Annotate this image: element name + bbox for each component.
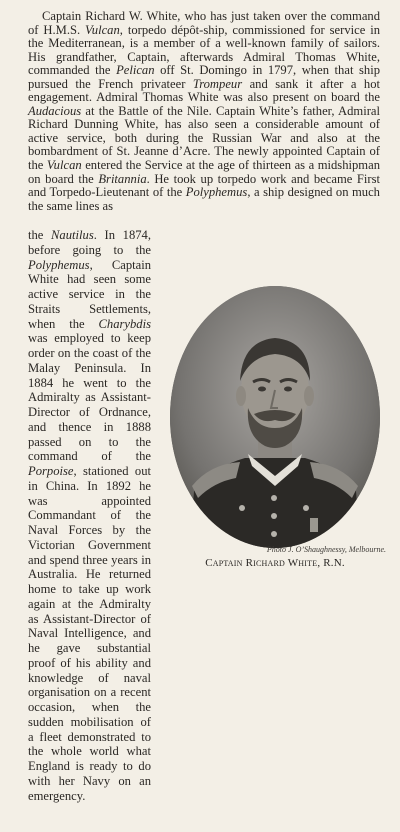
article-body-top	[28, 10, 380, 213]
ship-name: Vulcan	[46, 158, 82, 173]
ship-name: Charybdis	[98, 316, 151, 331]
ship-name: Polyphemus	[185, 185, 248, 200]
ship-name: Trompeur	[192, 76, 243, 91]
text-run: , Captain White had seen some active service in the Straits Settlements, when the	[28, 257, 151, 331]
text-run: at the Battle of the Nile. Captain White’s father, Admiral Richard Dunning White, has also seen a considerable amount of active service, both during the Russian War and also at the bombardment of St. Jeanne d’Acre. The newly appointed Captain of the	[28, 103, 380, 173]
text-run: off St. Domingo in 1797, when that ship pursued the French privateer	[28, 63, 380, 91]
article-paragraph-column	[28, 228, 151, 803]
text-run: entered the Service at the age of thirteen as a midshipman on board the	[28, 158, 380, 186]
text-run: . He took up torpedo work and became First and Torpedo-Lieutenant of the	[28, 171, 380, 200]
article-body-column	[28, 228, 151, 803]
ship-name: Audacious	[28, 103, 82, 118]
article-paragraph-top	[28, 10, 380, 213]
text-run: Captain Richard W. White, who has just taken over the command of H.M.S.	[28, 9, 380, 37]
text-run: , a ship designed on much the same lines as	[28, 185, 380, 213]
text-run: , torpedo dépôt-ship, commissioned for service in the Mediterranean, is a member of a well-known family of sailors. His grandfather, Captain, afterwards Admiral Thomas White, commanded the	[28, 22, 380, 78]
portrait-photo	[170, 286, 380, 548]
text-run: was employed to keep order on the coast of the Malay Peninsula. In 1884 he went to the Admiralty as Assistant-Director of Ordnance, and thence in 1888 passed on to the command of the	[28, 331, 151, 464]
ship-name: Pelican	[116, 63, 155, 78]
portrait-illustration	[170, 286, 380, 548]
ship-name: Britannia	[98, 171, 147, 186]
ship-name: Nautilus	[51, 228, 94, 242]
ship-name: Vulcan	[85, 22, 120, 37]
photo-credit: Photo J. O’Shaughnessy, Melbourne.	[266, 545, 386, 554]
ship-name: Polyphemus	[28, 257, 90, 272]
text-run: . In 1874, before going to the	[28, 228, 151, 257]
text-run: , stationed out in China. In 1892 he was appointed Commandant of the Naval Forces by the Victorian Government and spend three years in Australia. He returned home to take up work again at the Admiralty as Assistant-Director of Naval Intelligence, and he gave substantial proof of his ability and knowledge of naval organisation on a recent occasion, when the sudden mobilisation of a fleet demonstrated to the whole world what England is ready to do with her Navy on an emergency.	[28, 464, 151, 803]
text-run: and sank it after a hot engagement. Admiral Thomas White was also present on board the	[28, 76, 380, 105]
text-run: the	[28, 228, 52, 242]
ship-name: Porpoise	[28, 464, 74, 478]
portrait-caption: Captain Richard White, R.N.	[205, 557, 345, 569]
